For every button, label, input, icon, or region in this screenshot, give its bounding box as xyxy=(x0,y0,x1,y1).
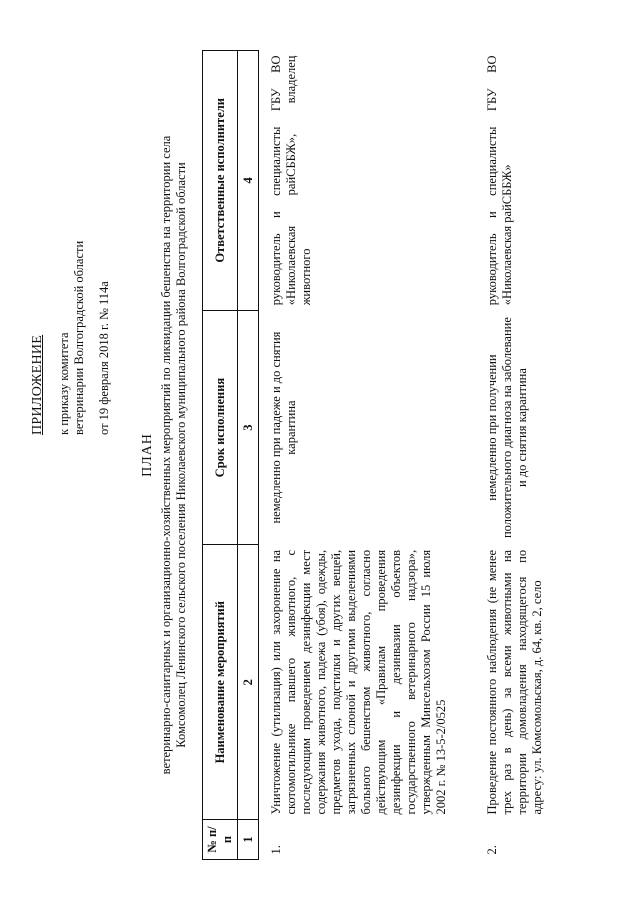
row-number: 2. xyxy=(485,845,499,855)
plan-subtitle-line-1: ветеринарно-санитарных и организационно-хозяйственных мероприятий по ликвидации бешенства на территории села xyxy=(159,135,173,775)
column-number: 4 xyxy=(238,51,259,311)
plan-title: ПЛАН xyxy=(140,433,155,477)
column-header-term: Срок исполнения xyxy=(203,310,238,545)
plan-heading xyxy=(140,50,189,860)
plan-subtitle-line-2: Комсомолец Ленинского сельского поселения Николаевского муниципального района Волгоградской области xyxy=(174,162,188,748)
executors-cell: руководитель и специалисты ГБУ ВО «Николаевская райСББЖ», владелец животного xyxy=(269,55,313,306)
appendix-line-1: к приказу комитета xyxy=(57,332,71,435)
table-column-number-row xyxy=(238,51,259,860)
column-header-num: № п/п xyxy=(203,820,238,860)
appendix-order: от 19 февраля 2018 г. № 114а xyxy=(97,281,111,435)
table-row xyxy=(259,51,480,860)
measure-cell: Проведение постоянного наблюдения (не менее трех раз в день) за всеми животными на территории домовладения находящегося по адресу: ул. Комсомольская, д. 64, кв. 2, село xyxy=(485,549,544,815)
table-row xyxy=(479,51,547,860)
measure-cell: Уничтожение (утилизация) или захоронение на скотомогильнике павшего животного, с последующим проведением дезинфекции мест содержания животного, падежа (убоя), одежды, предметов ухода, подстилки и других вещей, загрязненных слюной и другими выделениями больного бешенством животного, согласно действующим «Правилам проведения дезинфекции и дезинвазии объектов государственного ветеринарного надзора», утвержденным Минсельхозом России 15 июля 2002 г. № 13-5-2/0525 xyxy=(269,549,448,815)
term-cell: немедленно при получении положительного диагноза на заболевание и до снятия карантина xyxy=(485,317,529,539)
appendix-block xyxy=(30,135,112,435)
column-number: 1 xyxy=(238,820,259,860)
table-header-row xyxy=(203,51,238,860)
row-number: 1. xyxy=(269,845,283,855)
plan-table xyxy=(202,50,547,860)
column-header-executors: Ответственные исполнители xyxy=(203,51,238,311)
term-cell: немедленно при падеже и до снятия карантина xyxy=(269,331,298,524)
column-header-measure: Наименование мероприятий xyxy=(203,545,238,820)
executors-cell: руководитель и специалисты ГБУ ВО «Николаевская райСББЖ» xyxy=(485,55,514,306)
column-number: 3 xyxy=(238,310,259,545)
column-number: 2 xyxy=(238,545,259,820)
appendix-title: ПРИЛОЖЕНИЕ xyxy=(30,334,45,435)
appendix-line-2: ветеринарии Волгоградской области xyxy=(72,240,86,435)
